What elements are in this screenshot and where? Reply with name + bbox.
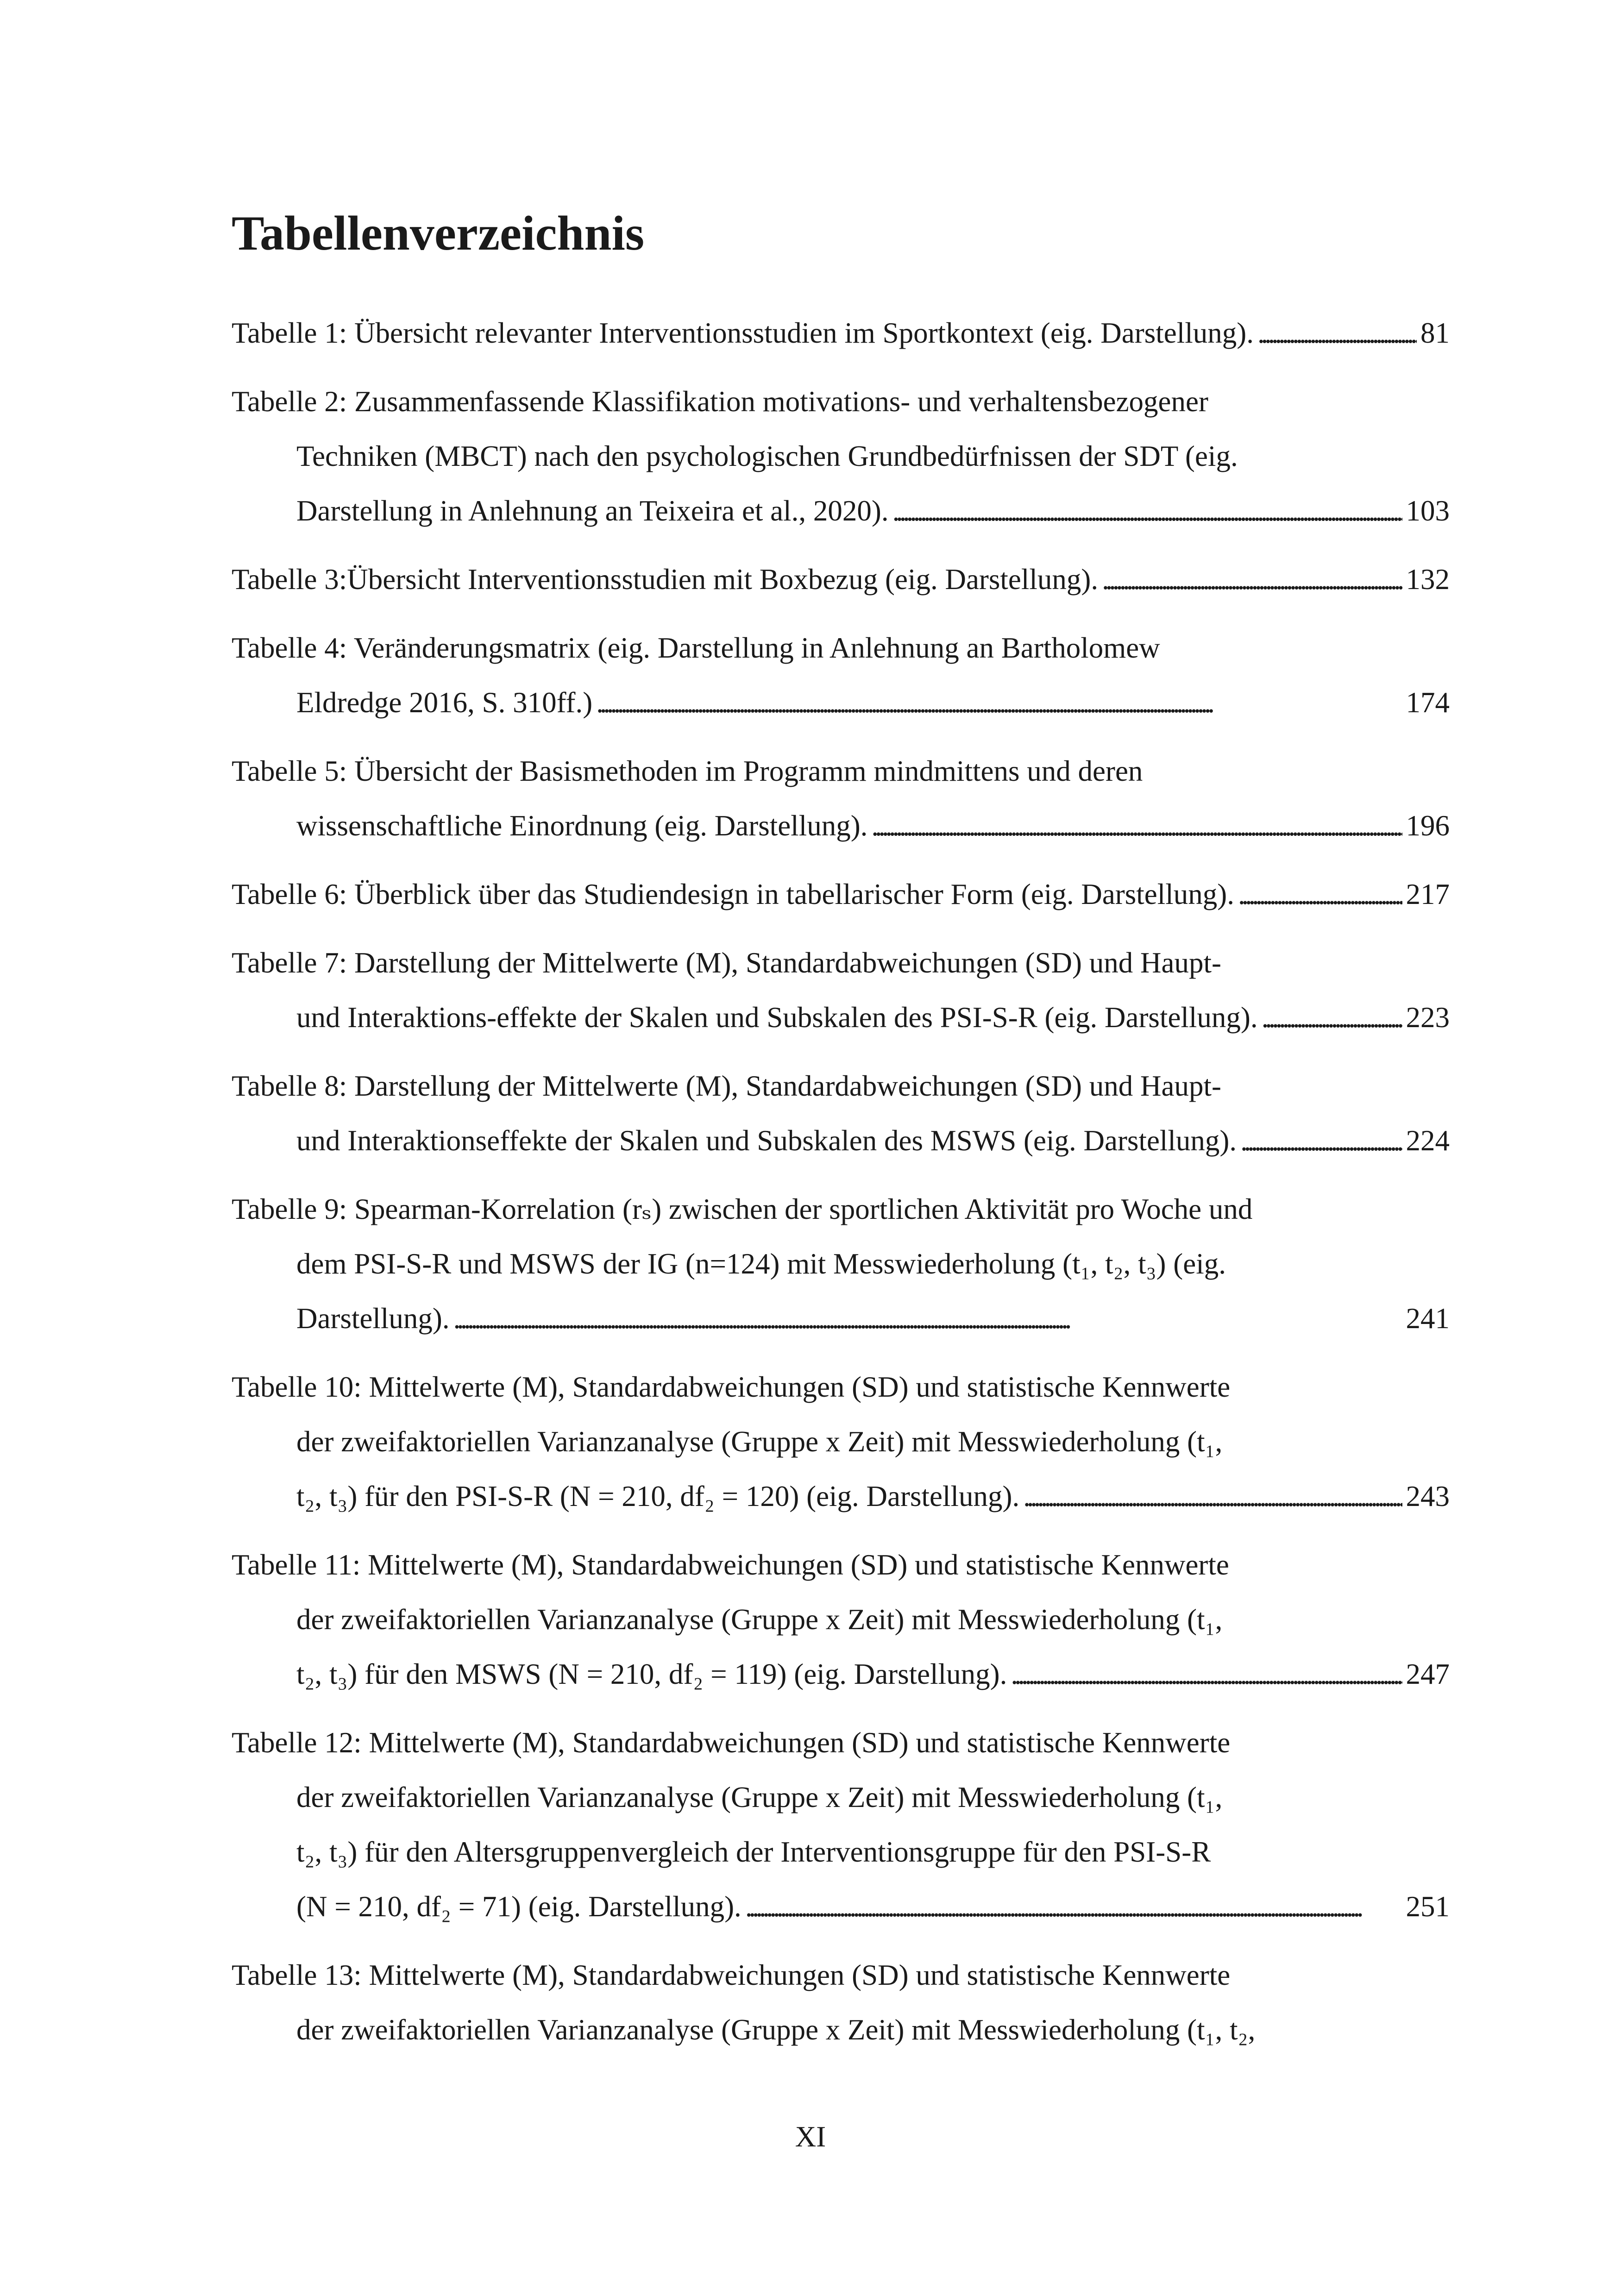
entry-last-line (232, 552, 1450, 607)
entry-last-line (232, 1291, 1450, 1346)
entry-text: wissenschaftliche Einordnung (eig. Darstellung). (296, 809, 868, 842)
entry-text: und Interaktions-effekte der Skalen und Subskalen des PSI-S-R (eig. Darstellung). (296, 1001, 1258, 1034)
entry-page-number: 103 (1406, 495, 1450, 527)
entry-text: t₂, t₃) für den Altersgruppenvergleich der Interventionsgruppe für den PSI-S-R (296, 1836, 1211, 1868)
entry-page-number: 247 (1406, 1658, 1450, 1690)
dot-leader (745, 1879, 1402, 1934)
entry-page-number: 196 (1406, 809, 1450, 842)
dot-leader (1011, 1647, 1402, 1701)
toc-entry[interactable] (232, 374, 1450, 538)
dot-leader (1102, 552, 1402, 607)
entry-text: Tabelle 1: Übersicht relevanter Interventionsstudien im Sportkontext (eig. Darstellung). (232, 317, 1254, 349)
entry-page-number: 132 (1406, 563, 1450, 596)
toc-entry[interactable] (232, 306, 1450, 360)
toc-entry[interactable] (232, 1715, 1450, 1934)
entry-last-line (232, 675, 1450, 730)
page-title: Tabellenverzeichnis (232, 206, 645, 260)
entry-text: Techniken (MBCT) nach den psychologischen Grundbedürfnissen der SDT (eig. (296, 440, 1238, 472)
toc-entry[interactable] (232, 867, 1450, 922)
entry-last-line (232, 990, 1450, 1045)
toc-entry[interactable] (232, 1059, 1450, 1168)
entry-text: Tabelle 13: Mittelwerte (M), Standardabweichungen (SD) und statistische Kennwerte (232, 1959, 1231, 1991)
entry-text: Tabelle 5: Übersicht der Basismethoden im Programm mindmittens und deren (232, 755, 1143, 787)
entry-last-line (232, 306, 1450, 360)
entry-page-number: 217 (1406, 878, 1450, 910)
entry-text: Tabelle 7: Darstellung der Mittelwerte (M), Standardabweichungen (SD) und Haupt- (232, 947, 1221, 979)
entry-text: der zweifaktoriellen Varianzanalyse (Gruppe x Zeit) mit Messwiederholung (t₁, (296, 1603, 1223, 1636)
entry-text: Tabelle 11: Mittelwerte (M), Standardabweichungen (SD) und statistische Kennwerte (232, 1549, 1229, 1581)
toc-entry[interactable] (232, 1182, 1450, 1346)
toc-entry[interactable] (232, 935, 1450, 1045)
toc-entry[interactable] (232, 1537, 1450, 1701)
entry-page-number: 174 (1406, 686, 1450, 719)
toc-entry[interactable] (232, 552, 1450, 607)
dot-leader (1262, 990, 1402, 1045)
entry-last-line (232, 798, 1450, 853)
dot-leader (871, 798, 1402, 853)
dot-leader (1257, 306, 1417, 360)
entry-text: Tabelle 12: Mittelwerte (M), Standardabweichungen (SD) und statistische Kennwerte (232, 1726, 1231, 1759)
entry-text: dem PSI-S-R und MSWS der IG (n=124) mit Messwiederholung (t₁, t₂, t₃) (eig. (296, 1248, 1226, 1280)
table-of-tables (232, 306, 1450, 2071)
entry-last-line (232, 1469, 1450, 1524)
dot-leader (453, 1291, 1402, 1346)
dot-leader (892, 483, 1402, 538)
entry-text: Darstellung). (296, 1302, 450, 1335)
toc-entry[interactable] (232, 1948, 1450, 2057)
entry-text: Tabelle 4: Veränderungsmatrix (eig. Darstellung in Anlehnung an Bartholomew (232, 632, 1160, 664)
entry-page-number: 81 (1420, 317, 1450, 349)
dot-leader (1240, 1113, 1402, 1168)
entry-page-number: 224 (1406, 1124, 1450, 1157)
entry-text: Darstellung in Anlehnung an Teixeira et al., 2020). (296, 495, 889, 527)
entry-text: Tabelle 10: Mittelwerte (M), Standardabweichungen (SD) und statistische Kennwerte (232, 1371, 1231, 1403)
dot-leader (1238, 867, 1402, 922)
toc-entry[interactable] (232, 744, 1450, 853)
entry-last-line (232, 867, 1450, 922)
toc-entry[interactable] (232, 1360, 1450, 1524)
entry-page-number: 241 (1406, 1302, 1450, 1335)
entry-last-line (232, 1879, 1450, 1934)
entry-text: t₂, t₃) für den MSWS (N = 210, df₂ = 119) (eig. Darstellung). (296, 1658, 1007, 1690)
entry-text: Tabelle 6: Überblick über das Studiendesign in tabellarischer Form (eig. Darstellung). (232, 878, 1234, 910)
entry-text: und Interaktionseffekte der Skalen und Subskalen des MSWS (eig. Darstellung). (296, 1124, 1237, 1157)
entry-text: der zweifaktoriellen Varianzanalyse (Gruppe x Zeit) mit Messwiederholung (t₁, (296, 1781, 1223, 1813)
dot-leader (1023, 1469, 1402, 1524)
entry-page-number: 243 (1406, 1480, 1450, 1512)
entry-text: der zweifaktoriellen Varianzanalyse (Gruppe x Zeit) mit Messwiederholung (t₁, t₂, (296, 2014, 1256, 2046)
entry-text: (N = 210, df₂ = 71) (eig. Darstellung). (296, 1890, 741, 1923)
entry-text: t₂, t₃) für den PSI-S-R (N = 210, df₂ = 120) (eig. Darstellung). (296, 1480, 1020, 1512)
entry-text: Tabelle 9: Spearman-Korrelation (rₛ) zwischen der sportlichen Aktivität pro Woche und (232, 1193, 1253, 1225)
entry-text: Tabelle 2: Zusammenfassende Klassifikation motivations- und verhaltensbezogener (232, 385, 1208, 418)
entry-page-number: 223 (1406, 1001, 1450, 1034)
entry-last-line (232, 1113, 1450, 1168)
entry-text: Tabelle 3:Übersicht Interventionsstudien mit Boxbezug (eig. Darstellung). (232, 563, 1099, 596)
toc-entry[interactable] (232, 621, 1450, 730)
dot-leader (596, 675, 1402, 730)
page-number: XI (795, 2120, 826, 2153)
entry-text: Eldredge 2016, S. 310ff.) (296, 686, 593, 719)
entry-text: Tabelle 8: Darstellung der Mittelwerte (M), Standardabweichungen (SD) und Haupt- (232, 1070, 1221, 1102)
entry-page-number: 251 (1406, 1890, 1450, 1923)
entry-last-line (232, 1647, 1450, 1701)
entry-text: der zweifaktoriellen Varianzanalyse (Gruppe x Zeit) mit Messwiederholung (t₁, (296, 1425, 1223, 1458)
entry-last-line (232, 483, 1450, 538)
